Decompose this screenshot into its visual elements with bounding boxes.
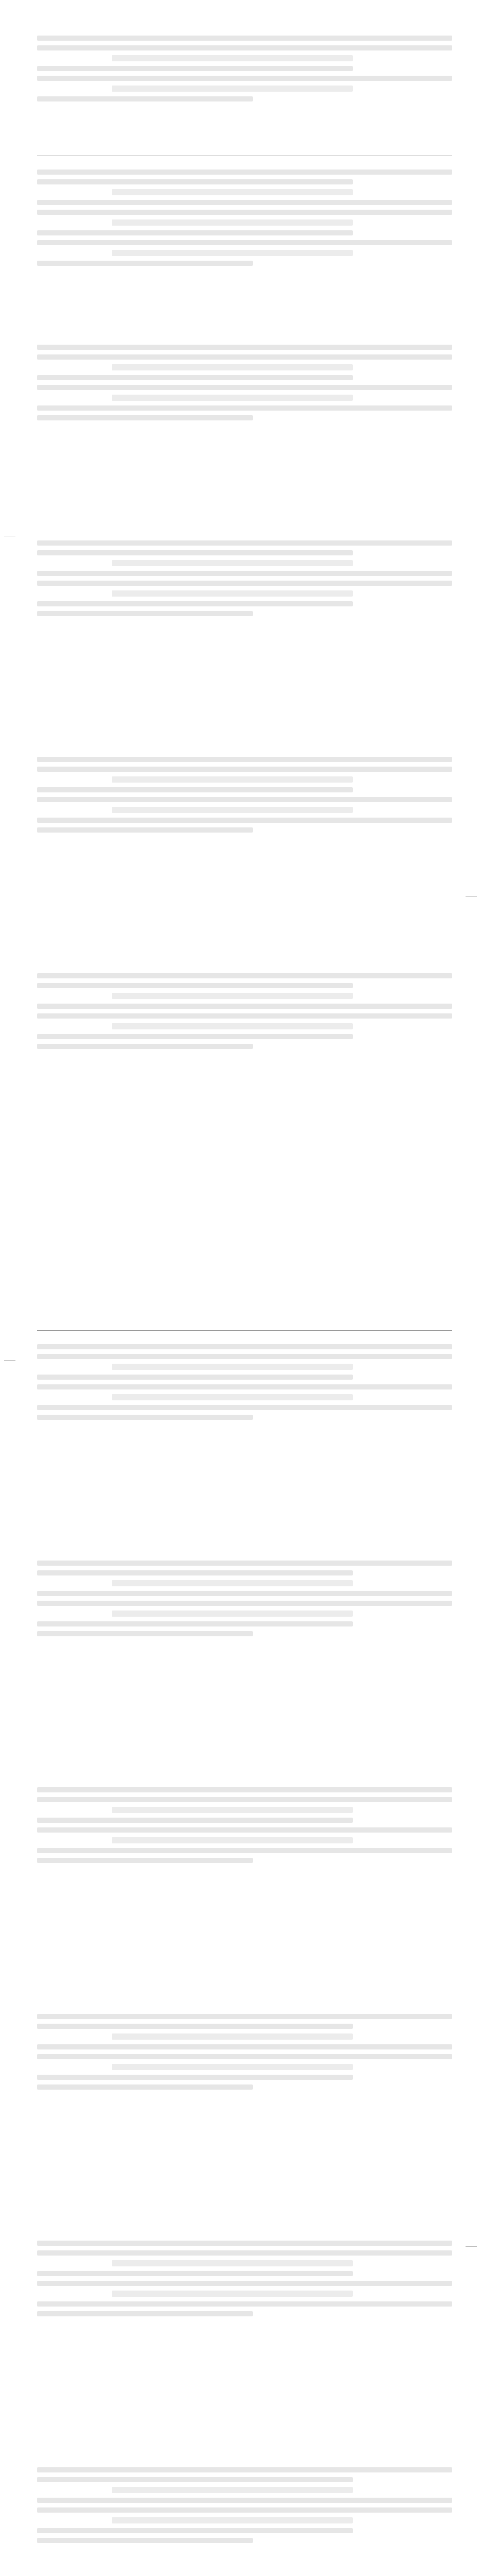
- margin-tick: [466, 896, 477, 897]
- text-block: [37, 2009, 452, 2094]
- section-heading: [37, 144, 452, 156]
- section-heading: [37, 1319, 452, 1331]
- text-block: [37, 1783, 452, 1868]
- text-block: [37, 165, 452, 270]
- text-block: [37, 1556, 452, 1641]
- margin-tick: [4, 1360, 15, 1361]
- text-block: [37, 536, 452, 621]
- document-content: [37, 21, 452, 2576]
- text-block: [37, 2463, 452, 2548]
- margin-tick: [466, 2246, 477, 2247]
- text-block: [37, 1340, 452, 1425]
- text-block: [37, 969, 452, 1054]
- text-block: [37, 340, 452, 425]
- text-block: [37, 31, 452, 106]
- text-block: [37, 2236, 452, 2321]
- text-block: [37, 752, 452, 837]
